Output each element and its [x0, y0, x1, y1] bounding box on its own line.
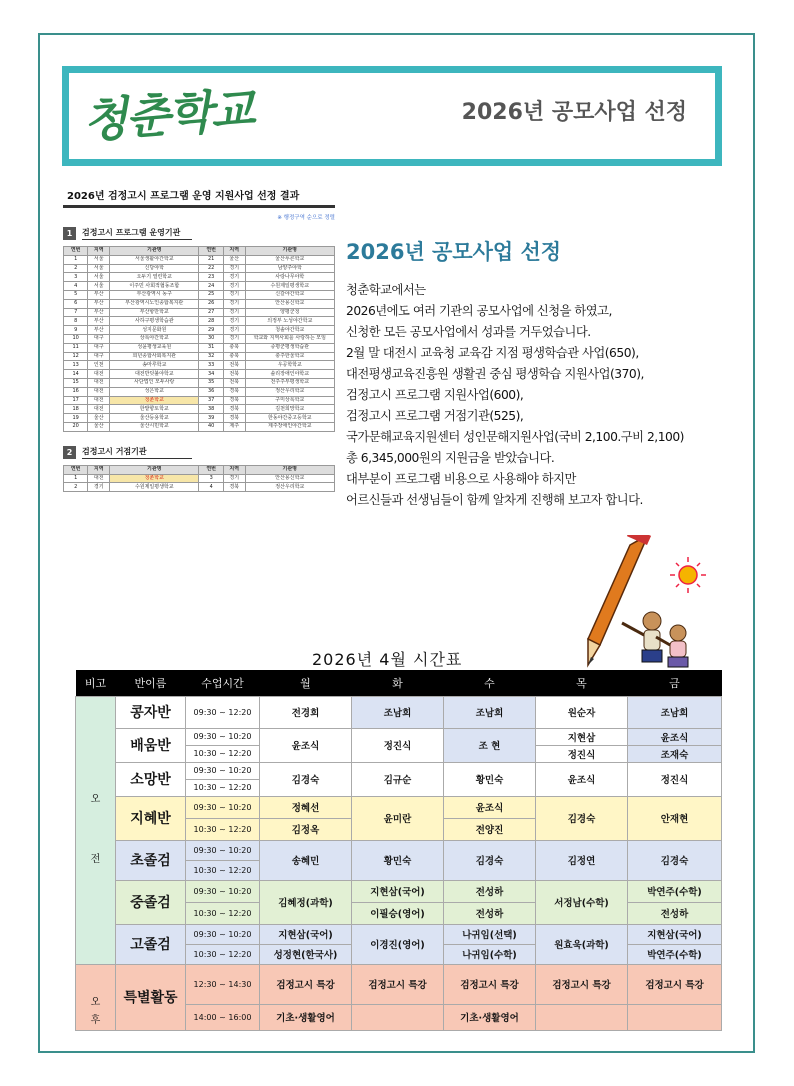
class-time: 09:30 ~ 10:20 — [186, 924, 260, 944]
table-cell: 대전 — [88, 405, 110, 414]
class-name: 중졸검 — [116, 880, 186, 924]
table-cell: 27 — [199, 308, 223, 317]
col-header: 지역 — [223, 465, 245, 474]
class-time: 10:30 ~ 12:20 — [186, 779, 260, 796]
teacher-cell: 전성하 — [628, 902, 722, 924]
class-time: 09:30 ~ 10:20 — [186, 762, 260, 779]
sun-icon — [670, 557, 706, 593]
teacher-cell: 지현삼 — [536, 728, 628, 745]
table-cell: 한밭향토학교 — [110, 405, 199, 414]
teacher-cell: 윤조식 — [536, 762, 628, 796]
table-cell: 사하구평생학습관 — [110, 317, 199, 326]
table-cell: 2 — [64, 264, 88, 273]
col-header: 비고 — [76, 670, 116, 696]
teacher-cell: 정혜선 — [260, 796, 352, 818]
table-cell: 36 — [199, 387, 223, 396]
table-cell: 증평군평생학습관 — [245, 343, 334, 352]
teacher-cell: 검정고시 특강 — [536, 964, 628, 1004]
table-cell: 부산광역시 동구 — [110, 290, 199, 299]
table-cell: 경북 — [223, 483, 245, 492]
teacher-cell: 검정고시 특강 — [260, 964, 352, 1004]
class-time: 09:30 ~ 12:20 — [186, 696, 260, 728]
table-cell: 32 — [199, 352, 223, 361]
table-cell: 부산광역시노인종합복지관 — [110, 299, 199, 308]
hub-institutions-table — [63, 465, 335, 492]
class-name: 특별활동 — [116, 964, 186, 1030]
table-cell: 한동야간중고등학교 — [245, 414, 334, 423]
table-cell: 안산용신학교 — [245, 474, 334, 483]
table-cell: 사랑나무야학 — [245, 273, 334, 282]
table-cell: 경기 — [223, 299, 245, 308]
table-cell: 이주민 사회적협동조합 — [110, 282, 199, 291]
col-header: 연번 — [199, 247, 223, 256]
col-header: 지역 — [88, 465, 110, 474]
header-banner — [62, 66, 722, 166]
table-cell: 부산 — [88, 308, 110, 317]
table-cell: 20 — [64, 422, 88, 431]
teacher-cell: 검정고시 특강 — [444, 964, 536, 1004]
class-time: 10:30 ~ 12:20 — [186, 902, 260, 924]
table-row — [64, 255, 335, 264]
table-cell: 대구 — [88, 343, 110, 352]
table-cell: 16 — [64, 387, 88, 396]
table-cell: 26 — [199, 299, 223, 308]
table-cell: 인천 — [88, 361, 110, 370]
col-header: 수업시간 — [186, 670, 260, 696]
table-cell: 청춘학교 — [110, 396, 199, 405]
table-cell: 5 — [64, 290, 88, 299]
section-number: 1 — [63, 227, 76, 240]
class-name: 배움반 — [116, 728, 186, 762]
teacher-cell: 윤조식 — [444, 796, 536, 818]
table-row — [64, 370, 335, 379]
class-time: 10:30 ~ 12:20 — [186, 818, 260, 840]
morning-label: 오 전 — [76, 696, 116, 964]
teacher-cell: 황민숙 — [352, 840, 444, 880]
table-cell: 남양주야학 — [245, 264, 334, 273]
table-cell: 대전 — [88, 378, 110, 387]
section-heading-1 — [63, 227, 335, 240]
table-cell: 39 — [199, 414, 223, 423]
table-cell: 31 — [199, 343, 223, 352]
table-cell: 22 — [199, 264, 223, 273]
table-cell: 서울 — [88, 282, 110, 291]
table-row — [64, 483, 335, 492]
table-cell: 경기 — [223, 474, 245, 483]
teacher-cell: 원순자 — [536, 696, 628, 728]
table-cell: 경기 — [223, 264, 245, 273]
col-header: 연번 — [64, 247, 88, 256]
teacher-cell: 이경진(영어) — [352, 924, 444, 964]
table-cell: 전주주부평생학교 — [245, 378, 334, 387]
table-cell: 신당야학 — [110, 264, 199, 273]
table-cell: 수원제일평생학교 — [245, 282, 334, 291]
table-cell: 대구 — [88, 352, 110, 361]
table-row — [76, 924, 722, 944]
table-cell: 30 — [199, 334, 223, 343]
table-cell: 전북 — [223, 361, 245, 370]
table-cell: 경기 — [223, 290, 245, 299]
table-cell: 경북 — [223, 396, 245, 405]
col-header: 수 — [444, 670, 536, 696]
table-cell: 경기 — [223, 334, 245, 343]
article-title: 2026년 공모사업 선정 — [346, 240, 562, 264]
teacher-cell: 조남희 — [352, 696, 444, 728]
col-header: 기관명 — [245, 247, 334, 256]
teacher-cell: 나귀임(수학) — [444, 944, 536, 964]
col-header: 연번 — [64, 465, 88, 474]
table-row — [64, 352, 335, 361]
teacher-cell — [628, 1004, 722, 1030]
table-row — [64, 299, 335, 308]
table-cell: 2 — [64, 483, 88, 492]
table-cell: 우공학학교 — [245, 361, 334, 370]
teacher-cell: 김경숙 — [536, 796, 628, 840]
table-cell: 부산 — [88, 326, 110, 335]
selection-result-document — [63, 185, 335, 565]
table-cell: 3 — [199, 474, 223, 483]
table-cell: 37 — [199, 396, 223, 405]
table-cell: 4 — [199, 483, 223, 492]
table-row — [64, 264, 335, 273]
table-cell: 4 — [64, 282, 88, 291]
table-row — [64, 282, 335, 291]
teacher-cell: 황민숙 — [444, 762, 536, 796]
table-row — [64, 334, 335, 343]
class-time: 09:30 ~ 10:20 — [186, 880, 260, 902]
table-cell: 부산항만학교 — [110, 308, 199, 317]
table-cell: 28 — [199, 317, 223, 326]
table-cell: 40 — [199, 422, 223, 431]
table-row — [76, 762, 722, 779]
teacher-cell: 나귀임(선택) — [444, 924, 536, 944]
col-header: 기관명 — [110, 247, 199, 256]
table-cell: 성윤평생교육원 — [110, 343, 199, 352]
table-cell: 서울 — [88, 264, 110, 273]
teacher-cell: 기초·생활영어 — [260, 1004, 352, 1030]
table-row — [64, 422, 335, 431]
teacher-cell: 조재숙 — [628, 745, 722, 762]
table-row — [64, 414, 335, 423]
table-cell: 울산 — [88, 414, 110, 423]
teacher-cell: 윤미란 — [352, 796, 444, 840]
teacher-cell: 기초·생활영어 — [444, 1004, 536, 1030]
teacher-cell: 박연주(수학) — [628, 944, 722, 964]
pencil-kids-illustration — [560, 535, 730, 675]
table-cell: 경북 — [223, 405, 245, 414]
teacher-cell: 지현삼(국어) — [352, 880, 444, 902]
teacher-cell: 정진식 — [352, 728, 444, 762]
table-cell: 25 — [199, 290, 223, 299]
table-cell: 울산 — [88, 422, 110, 431]
table-cell: 23 — [199, 273, 223, 282]
col-header: 목 — [536, 670, 628, 696]
section-heading-2 — [63, 446, 335, 459]
table-cell: 대전 — [88, 387, 110, 396]
table-cell: 경기 — [223, 273, 245, 282]
table-cell: 안산용신학교 — [245, 299, 334, 308]
col-header: 월 — [260, 670, 352, 696]
class-time: 09:30 ~ 10:20 — [186, 728, 260, 745]
table-cell: 청솔야간학교 — [245, 326, 334, 335]
table-row — [64, 405, 335, 414]
article-body: 청춘학교에서는 2026년에도 여러 기관의 공모사업에 신청을 하였고, 신청한 모든 공모사업에서 성과를 거두었습니다. 2월 말 대전시 교육청 교육감 지점 평생학습관 사업(650), 대전평생교육진흥원 생활권 중심 평생학습 지원사업(370), 검정고시 프로그램 지원사업(600), 검정고시 프로그램 거점기관(525), 국가문해교육지원센터 성인문해지원사업(국비 2,100.구비 2,100) 총 6,345,000원의 지원금을 받았습니다. 대부분이 프로그램 비용으로 사용해야 하지만 어르신들과 선생님들이 함께 알차게 진행해 보고자 합니다. — [346, 283, 684, 507]
table-row — [76, 840, 722, 860]
teacher-cell: 전양진 — [444, 818, 536, 840]
table-cell: 의정부 노성야간학교 — [245, 317, 334, 326]
table-cell: 15 — [64, 378, 88, 387]
table-row — [64, 343, 335, 352]
section-label: 검정고시 거점기관 — [82, 446, 192, 459]
table-cell: 8 — [64, 317, 88, 326]
teacher-cell: 전경희 — [260, 696, 352, 728]
table-cell: 전북 — [223, 378, 245, 387]
table-cell: 부산 — [88, 317, 110, 326]
class-time: 09:30 ~ 10:20 — [186, 796, 260, 818]
table-row — [64, 387, 335, 396]
teacher-cell: 안재현 — [628, 796, 722, 840]
table-cell: 경기 — [223, 308, 245, 317]
table-row — [64, 308, 335, 317]
class-time: 14:00 ~ 16:00 — [186, 1004, 260, 1030]
table-cell: 경기 — [223, 282, 245, 291]
table-cell: 34 — [199, 370, 223, 379]
col-header: 금 — [628, 670, 722, 696]
table-row — [64, 361, 335, 370]
table-cell: 구미상록학교 — [245, 396, 334, 405]
table-row — [76, 964, 722, 1004]
table-cell: 21 — [199, 255, 223, 264]
table-cell: 상록야간학교 — [110, 334, 199, 343]
table-cell: 충북 — [223, 352, 245, 361]
table-cell: 부산 — [88, 290, 110, 299]
teacher-cell: 전성하 — [444, 902, 536, 924]
table-cell: 24 — [199, 282, 223, 291]
document-note: ※ 행정구역 순으로 정렬 — [277, 215, 335, 221]
table-row — [64, 317, 335, 326]
afternoon-label: 오 후 — [76, 964, 116, 1030]
table-cell: 경기 — [223, 317, 245, 326]
table-cell: 송마루학교 — [110, 361, 199, 370]
table-row — [64, 474, 335, 483]
table-cell: 경기 — [88, 483, 110, 492]
table-cell: 양평군청 — [245, 308, 334, 317]
table-cell: 33 — [199, 361, 223, 370]
col-header: 기관명 — [110, 465, 199, 474]
table-cell: 서울 — [88, 273, 110, 282]
teacher-cell: 지현삼(국어) — [628, 924, 722, 944]
table-cell: 청춘학교 — [110, 474, 199, 483]
timetable-title: 2026년 4월 시간표 — [308, 647, 466, 672]
table-cell: 오두기 열린학교 — [110, 273, 199, 282]
section-label: 검정고시 프로그램 운영기관 — [82, 227, 192, 240]
teacher-cell: 지현삼(국어) — [260, 924, 352, 944]
table-cell: 대전반딧불야학교 — [110, 370, 199, 379]
school-logo: 청춘학교 — [81, 82, 255, 148]
table-cell: 1 — [64, 474, 88, 483]
teacher-cell: 박연주(수학) — [628, 880, 722, 902]
teacher-cell: 김경숙 — [628, 840, 722, 880]
table-cell: 17 — [64, 396, 88, 405]
table-cell: 19 — [64, 414, 88, 423]
table-cell: 6 — [64, 299, 88, 308]
class-name: 지혜반 — [116, 796, 186, 840]
teacher-cell: 검정고시 특강 — [628, 964, 722, 1004]
col-header: 기관명 — [245, 465, 334, 474]
class-name: 콩자반 — [116, 696, 186, 728]
class-name: 고졸검 — [116, 924, 186, 964]
table-row — [64, 396, 335, 405]
table-cell: 제주장애인야간학교 — [245, 422, 334, 431]
class-time: 10:30 ~ 12:20 — [186, 745, 260, 762]
col-header: 연번 — [199, 465, 223, 474]
table-cell: 11 — [64, 343, 88, 352]
table-cell: 울산등용학교 — [110, 414, 199, 423]
teacher-cell: 김경숙 — [260, 762, 352, 796]
teacher-cell — [352, 1004, 444, 1030]
teacher-cell: 이필승(영어) — [352, 902, 444, 924]
table-cell: 수원제일평생학교 — [110, 483, 199, 492]
table-row — [76, 880, 722, 902]
table-cell: 10 — [64, 334, 88, 343]
table-cell: 울산푸른학교 — [245, 255, 334, 264]
teacher-cell: 성정현(한국사) — [260, 944, 352, 964]
table-cell: 울산 — [223, 255, 245, 264]
teacher-cell: 원효욱(과학) — [536, 924, 628, 964]
teacher-cell: 김규순 — [352, 762, 444, 796]
teacher-cell: 조남희 — [444, 696, 536, 728]
table-cell: 정산우리학교 — [245, 387, 334, 396]
col-header: 반이름 — [116, 670, 186, 696]
table-cell: 사단법인 모두사랑 — [110, 378, 199, 387]
table-cell: 전북 — [223, 370, 245, 379]
teacher-cell: 김혜정(과학) — [260, 880, 352, 924]
teacher-cell: 조남희 — [628, 696, 722, 728]
table-row — [64, 326, 335, 335]
table-cell: 성은학교 — [110, 387, 199, 396]
teacher-cell: 전성하 — [444, 880, 536, 902]
table-row — [64, 290, 335, 299]
table-cell: 13 — [64, 361, 88, 370]
class-time: 09:30 ~ 10:20 — [186, 840, 260, 860]
timetable-header-row — [76, 670, 722, 696]
class-name: 초졸검 — [116, 840, 186, 880]
timetable — [75, 670, 722, 1031]
section-number: 2 — [63, 446, 76, 459]
table-row — [76, 728, 722, 745]
class-time: 10:30 ~ 12:20 — [186, 860, 260, 880]
table-cell: 정산우리학교 — [245, 483, 334, 492]
teacher-cell: 김경숙 — [444, 840, 536, 880]
class-time: 10:30 ~ 12:20 — [186, 944, 260, 964]
teacher-cell — [536, 1004, 628, 1030]
table-cell: 충주한울학교 — [245, 352, 334, 361]
table-cell: 29 — [199, 326, 223, 335]
teacher-cell: 김정옥 — [260, 818, 352, 840]
table-cell: 경기 — [223, 326, 245, 335]
table-cell: 성지문화원 — [110, 326, 199, 335]
table-cell: 서울 — [88, 255, 110, 264]
table-cell: 9 — [64, 326, 88, 335]
table-cell: 경북 — [223, 387, 245, 396]
col-header: 지역 — [88, 247, 110, 256]
table-cell: 충북 — [223, 343, 245, 352]
table-row — [76, 796, 722, 818]
document-title: 2026년 검정고시 프로그램 운영 지원사업 선정 결과 — [63, 185, 335, 208]
table-cell: 35 — [199, 378, 223, 387]
col-header: 화 — [352, 670, 444, 696]
table-cell: 서울생활야간학교 — [110, 255, 199, 264]
table-cell: 신갈야간학교 — [245, 290, 334, 299]
table-cell: 학교와 지역사회를 사랑하는 모임 — [245, 334, 334, 343]
table-cell: 경북 — [223, 414, 245, 423]
table-cell: 솔리장애인야학교 — [245, 370, 334, 379]
table-cell: 1 — [64, 255, 88, 264]
table-cell: 희년종합사회복지관 — [110, 352, 199, 361]
class-time: 12:30 ~ 14:30 — [186, 964, 260, 1004]
table-cell: 대전 — [88, 396, 110, 405]
table-cell: 대구 — [88, 334, 110, 343]
table-cell: 부산 — [88, 299, 110, 308]
table-cell: 18 — [64, 405, 88, 414]
teacher-cell: 정진식 — [536, 745, 628, 762]
operating-institutions-table — [63, 246, 335, 432]
table-row — [76, 696, 722, 728]
table-cell: 3 — [64, 273, 88, 282]
table-cell: 울산시민학교 — [110, 422, 199, 431]
teacher-cell: 김정연 — [536, 840, 628, 880]
table-row — [64, 378, 335, 387]
table-cell: 김천희망학교 — [245, 405, 334, 414]
col-header: 지역 — [223, 247, 245, 256]
pencil-icon — [588, 535, 651, 665]
table-cell: 38 — [199, 405, 223, 414]
teacher-cell: 정진식 — [628, 762, 722, 796]
teacher-cell: 서정남(수학) — [536, 880, 628, 924]
table-cell: 대전 — [88, 474, 110, 483]
table-cell: 12 — [64, 352, 88, 361]
table-cell: 7 — [64, 308, 88, 317]
teacher-cell: 윤조식 — [260, 728, 352, 762]
table-row — [64, 273, 335, 282]
teacher-cell: 윤조식 — [628, 728, 722, 745]
table-cell: 14 — [64, 370, 88, 379]
teacher-cell: 송혜민 — [260, 840, 352, 880]
table-cell: 제주 — [223, 422, 245, 431]
teacher-cell: 조 현 — [444, 728, 536, 762]
header-title: 2026년 공모사업 선정 — [461, 100, 687, 125]
teacher-cell: 검정고시 특강 — [352, 964, 444, 1004]
table-cell: 대전 — [88, 370, 110, 379]
class-name: 소망반 — [116, 762, 186, 796]
